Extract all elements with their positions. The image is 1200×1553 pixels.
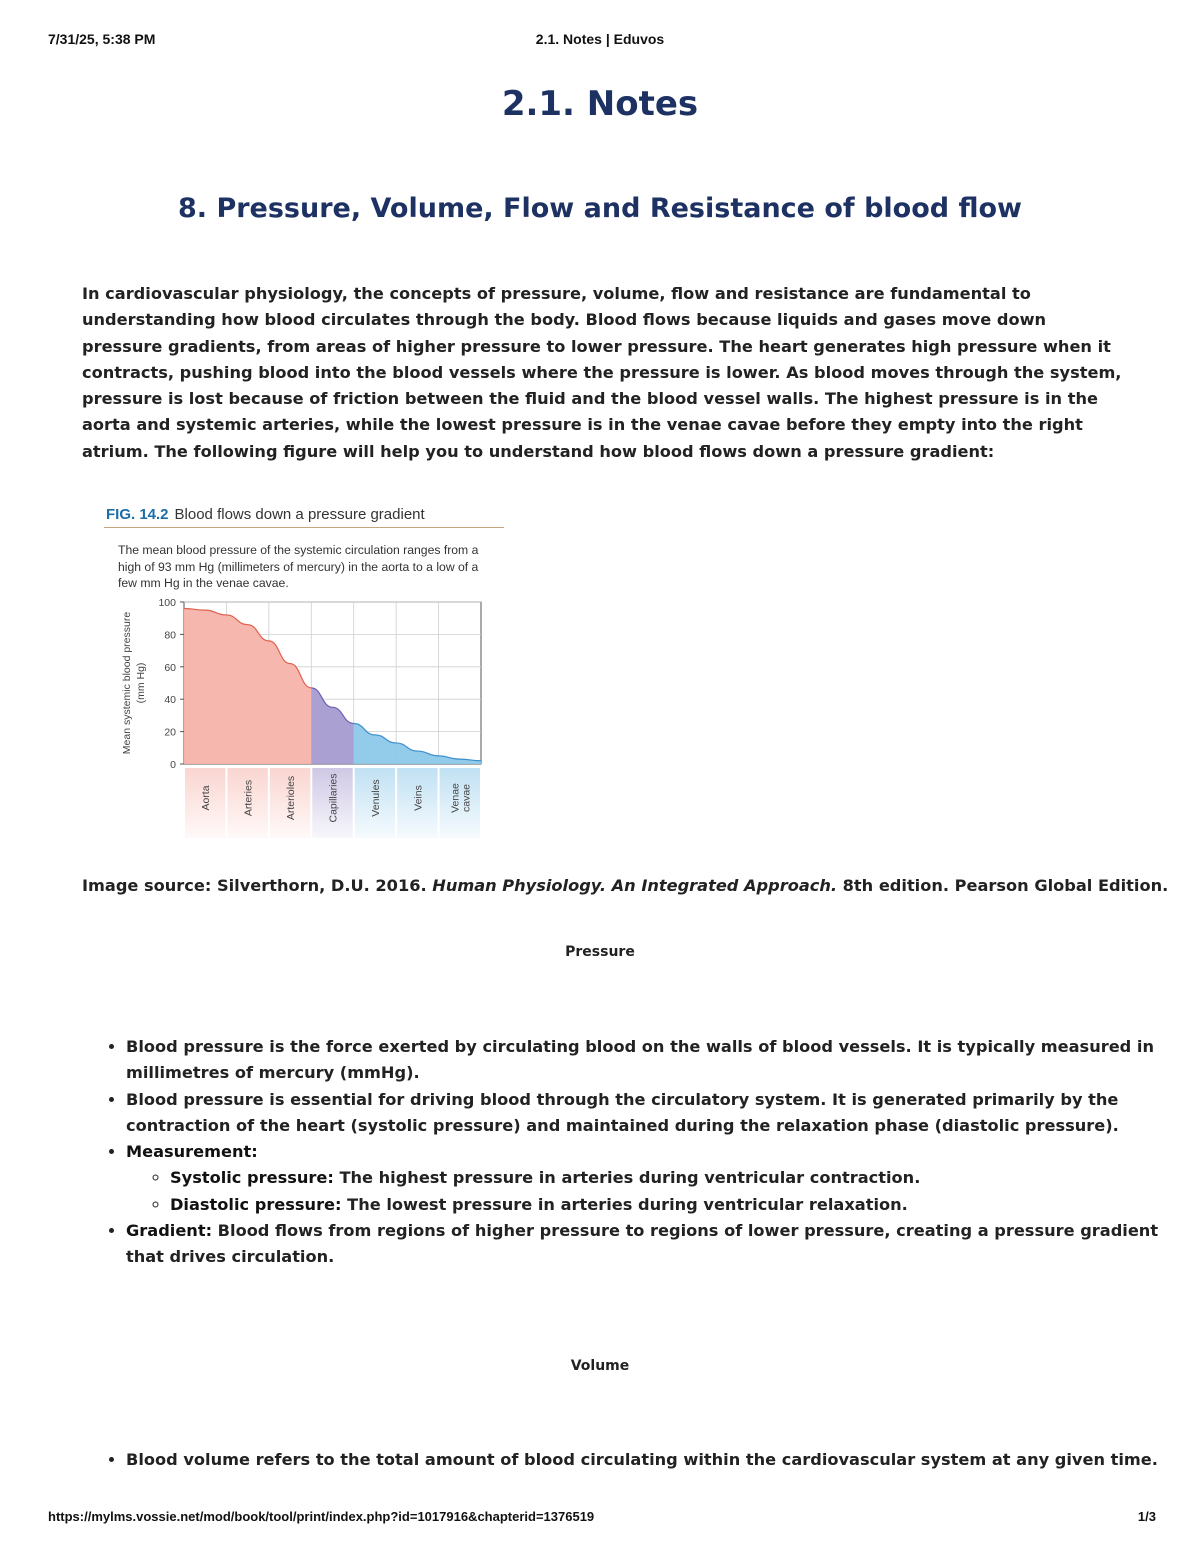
systolic-text: The highest pressure in arteries during ventricular contraction. — [333, 1168, 921, 1188]
figure-caption: The mean blood pressure of the systemic circulation ranges from a high of 93 mm Hg (millimeters of mercury) in the aorta to a low of a few mm Hg in the venae cavae. — [118, 543, 479, 590]
y-tick-label: 80 — [164, 629, 176, 642]
page-title: 2.1. Notes — [501, 84, 699, 124]
source-suffix: 8th edition. Pearson Global Edition. — [837, 876, 1169, 895]
figure-number: FIG. 14.2 — [106, 506, 169, 523]
category-label: Capillaries — [327, 773, 340, 823]
print-page-title: 2.1. Notes | Eduvos — [535, 31, 665, 47]
list-item — [170, 1192, 1176, 1218]
y-tick-label: 20 — [164, 726, 176, 739]
y-tick-label: 0 — [170, 759, 176, 771]
volume-list — [82, 1447, 1176, 1473]
category-label: Venae — [449, 783, 462, 813]
y-tick-label: 40 — [164, 694, 176, 707]
diastolic-text: The lowest pressure in arteries during ventricular relaxation. — [341, 1194, 908, 1214]
pressure-heading: Pressure — [565, 944, 635, 960]
list-item — [126, 1218, 1176, 1271]
page-number: 1/3 — [1137, 1509, 1156, 1524]
gradient-text: Blood flows from regions of higher pressure to regions of lower pressure, creating a pressure gradient that drives circulation. — [126, 1221, 1159, 1267]
category-label: Arteries — [242, 779, 255, 817]
volume-heading: Volume — [570, 1358, 630, 1374]
diastolic-label: Diastolic pressure: — [170, 1194, 342, 1214]
pressure-list — [82, 1034, 1176, 1271]
figure-pressure-gradient — [104, 502, 514, 842]
image-source — [82, 876, 1168, 895]
y-axis-unit: (mm Hg) — [135, 662, 147, 704]
section-title: 8. Pressure, Volume, Flow and Resistance of blood flow — [178, 193, 1022, 224]
y-tick-label: 100 — [158, 597, 176, 609]
list-item: • Blood pressure is the force exerted by circulating blood on the walls of blood vessels. It is typically measured in millimetres of mercury (mmHg). — [126, 1034, 1176, 1087]
list-item — [126, 1139, 1176, 1218]
category-label: cavae — [460, 783, 473, 813]
figure-title: Blood flows down a pressure gradient — [174, 506, 425, 523]
gradient-label: Gradient: — [126, 1221, 213, 1241]
category-label: Veins — [412, 785, 425, 811]
y-tick-label: 60 — [164, 661, 176, 674]
print-url: https://mylms.vossie.net/mod/book/tool/print/index.php?id=1017916&chapterid=1376519 — [48, 1509, 595, 1524]
measurement-label: Measurement: — [126, 1142, 258, 1162]
list-item: • Blood pressure is essential for driving blood through the circulatory system. It is generated primarily by the contraction of the heart (systolic pressure) and maintained during the relaxation phase (diastolic pressure). — [126, 1087, 1176, 1140]
category-label: Venules — [369, 779, 382, 817]
intro-paragraph: In cardiovascular physiology, the concepts of pressure, volume, flow and resistance are fundamental to understanding how blood circulates through the body. Blood flows because liquids and gases move down pressure gradients, from areas of higher pressure to lower pressure. The heart generates high pressure when it contracts, pushing blood into the blood vessels where the pressure is lower. As blood moves through the system, pressure is lost because of friction between the fluid and the blood vessel walls. The highest pressure is in the aorta and systemic arteries, while the lowest pressure is in the venae cavae before they empty into the right atrium. The following figure will help you to understand how blood flows down a pressure gradient: — [82, 284, 1122, 461]
measurement-sublist — [126, 1165, 1176, 1218]
category-label: Arterioles — [285, 775, 298, 821]
pressure-chart — [104, 502, 514, 842]
systolic-label: Systolic pressure: — [170, 1168, 334, 1188]
category-label: Aorta — [200, 785, 213, 811]
source-book-title: Human Physiology. An Integrated Approach. — [432, 876, 838, 895]
print-datetime: 7/31/25, 5:38 PM — [48, 31, 156, 47]
source-prefix: Image source: Silverthorn, D.U. 2016. — [82, 876, 433, 895]
list-item: • Blood volume refers to the total amount of blood circulating within the cardiovascular system at any given time. — [126, 1447, 1176, 1473]
y-axis-label: Mean systemic blood pressure — [121, 611, 133, 755]
list-item — [170, 1165, 1176, 1191]
